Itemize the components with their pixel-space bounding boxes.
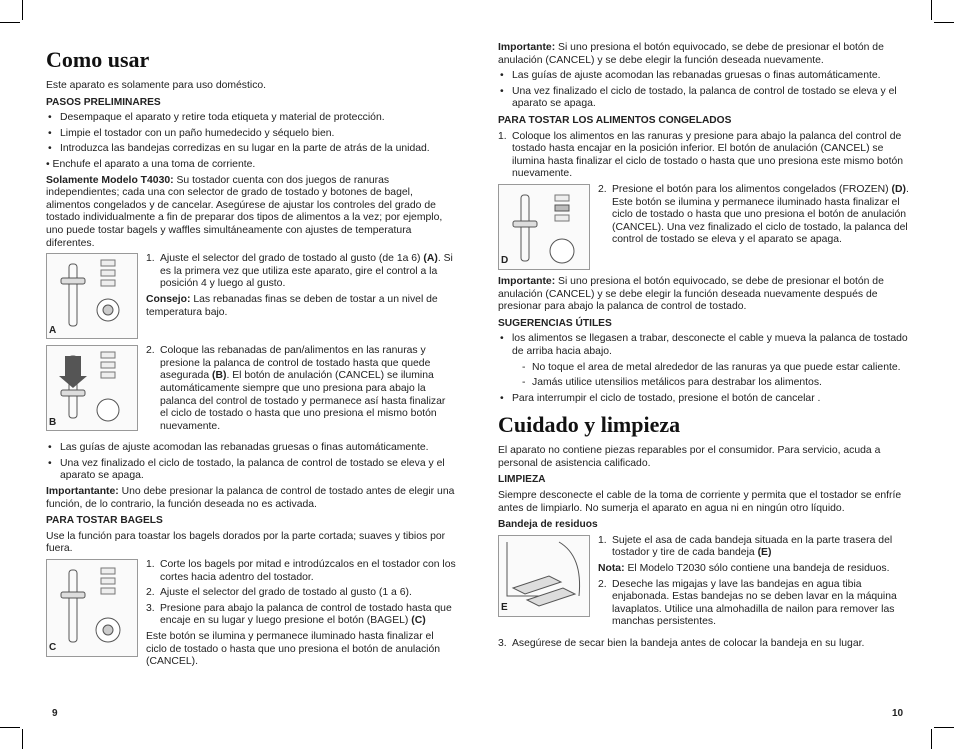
list-item: - No toque el area de metal alrededor de las ranuras ya que puede estar caliente. (518, 362, 910, 375)
step-text: Deseche las migajas y lave las bandejas en agua tibia enjabonada. Estas bandejas no se deben lavar en la máquina lavaplatos. Utilice una almohadilla de nailon para remover las manchas persistentes. (612, 578, 897, 628)
step-text: Corte los bagels por mitad e introdúzcalos en el tostador con los cortes hacia adentro del tostador. (160, 559, 456, 583)
important-paragraph (46, 486, 456, 511)
step-number: 2. (598, 578, 607, 590)
model-label: Solamente Modelo T4030: (46, 174, 174, 186)
care-intro: El aparato no contiene piezas reparables por el consumidor. Para servicio, acuda a personal de asistencia calificado. (498, 445, 881, 469)
step-text: Coloque las rebanadas de pan/alimentos en las ranuras y presione la palanca de control de tostado hasta que quede asegurada (160, 345, 431, 382)
toaster-lever-icon (47, 346, 137, 430)
toaster-illustration (46, 253, 138, 339)
figure-label: A (49, 324, 57, 336)
step-text: Coloque los alimentos en las ranuras y presione para abajo la palanca del control de tostado hasta encajar en la posición inferior. El botón de anulación (CANCEL) se ilumina hasta finalizar el ciclo de tostado o hasta que uno presiona este mismo botón nuevamente. (512, 130, 904, 180)
step-number: 1. (146, 559, 155, 571)
figure-label: C (49, 642, 57, 654)
tips-list (498, 333, 910, 358)
figure-row-e (498, 535, 910, 632)
step-text: . El botón de anulación (CANCEL) se ilumina automáticamente siempre que uno presiona para abajo la palanca del control de tostado y permanece así hasta finalizar el ciclo de tostado o hasta que uno presiona el mismo botón nuevamente. (160, 370, 446, 432)
figure-row-d (498, 184, 910, 270)
step-text: Presione para abajo la palanca de control de tostado hasta que encaje en su lugar y luego presione el botón (BAGEL) (160, 602, 452, 627)
list-item: • Limpie el tostador con un paño humedecido y séquelo bien. (46, 128, 456, 141)
list-item: • Una vez finalizado el ciclo de tostado, la palanca de control de tostado se eleva y el aparato se apaga. (46, 458, 456, 483)
plug-text: • Enchufe el aparato a una toma de corriente. (46, 158, 256, 170)
section-heading: PARA TOSTAR BAGELS (46, 515, 163, 527)
list-item: • Las guías de ajuste acomodan las rebanadas gruesas o finas automáticamente. (46, 442, 456, 455)
step-text: Ajuste el selector del grado de tostado al gusto (1 a 6). (160, 587, 412, 599)
important-paragraph (498, 276, 910, 314)
toaster-illustration (46, 559, 138, 657)
list-item: - Jamás utilice utensilios metálicos para destrabar los alimentos. (518, 377, 910, 390)
step-text: Asegúrese de secar bien la bandeja antes de colocar la bandeja en su lugar. (512, 638, 865, 649)
crop-mark (931, 729, 932, 749)
step-text: Sujete el asa de cada bandeja situada en la parte trasera del tostador y tire de cada bandeja (612, 534, 893, 559)
tip-label: Consejo: (146, 293, 191, 305)
toaster-frozen-icon (499, 185, 589, 269)
tip-text: Las rebanadas finas se deben de tostar a un nivel de temperatura bajo. (146, 293, 438, 318)
crop-mark (934, 22, 954, 23)
figure-ref: (C) (411, 615, 426, 627)
step-number: 2. (598, 183, 607, 195)
toaster-illustration (46, 345, 138, 431)
step-text: . Este botón se ilumina y permanece iluminado hasta finalizar el ciclo de tostado o hasta que uno presiona el botón de anulación (CANCEL). Una vez finalizado el ciclo de tostado, la palanca del control de tostado se eleva y el aparato se apaga. (612, 183, 909, 246)
figure-row-b (46, 345, 456, 436)
list-item: • Una vez finalizado el ciclo de tostado, la palanca de control de tostado se eleva y el aparato se apaga. (498, 86, 910, 111)
figure-label: D (501, 255, 509, 267)
bagel-intro: Use la función para toastar los bagels dorados por la parte cortada; suaves y tibios por fuera. (46, 530, 446, 555)
figure-label: B (49, 416, 57, 428)
step-text: Ajuste el selector del grado de tostado al gusto (de 1a 6) (160, 253, 424, 265)
guides-list (498, 70, 910, 111)
tips-list (498, 393, 910, 406)
step-number: 1. (598, 534, 607, 546)
left-page (46, 40, 456, 678)
step-text: Presione el botón para los alimentos congelados (FROZEN) (612, 183, 892, 195)
important-label: Importante: (498, 275, 556, 287)
model-text: Su tostador cuenta con dos juegos de ranuras independientes; cada una con selector de grado de tostado y botones de bagel, alimentos congelados y de cancelar. Asegúrese de ajustar los controles del grado de tostado individualmente a fin de preparar dos tipos de alimentos a la vez; por ejemplo, uno puede tostar bagels y waffles simultáneamente con ajustes de temperatura diferentes. (46, 174, 443, 249)
important-text: Si uno presiona el botón equivocado, se debe de presionar el botón de anulación (CANCEL) y se debe elegir la función deseada nuevamente. (498, 42, 884, 66)
crop-mark (934, 727, 954, 728)
figure-label: E (501, 602, 508, 614)
crop-mark (22, 729, 23, 749)
step-number: 1. (498, 130, 507, 142)
figure-text (598, 184, 910, 270)
section-heading: PARA TOSTAR LOS ALIMENTOS CONGELADOS (498, 114, 732, 126)
figure-ref: (D) (891, 183, 906, 195)
bagel-after: Este botón se ilumina y permanece iluminado hasta finalizar el ciclo de tostado o hasta que uno presiona el botón de anulación (CANCEL). (146, 631, 441, 668)
crop-mark (0, 22, 20, 23)
figure-row-c (46, 559, 456, 672)
important-text: Uno debe presionar la palanca de control de tostado antes de elegir una función, de lo contrario, la función deseada no es activada. (46, 486, 455, 510)
list-item: • Las guías de ajuste acomodan las rebanadas gruesas o finas automáticamente. (498, 70, 910, 83)
toaster-illustration (498, 184, 590, 270)
important-label: Importantante: (46, 486, 119, 498)
preliminary-list (46, 112, 456, 156)
figure-text (146, 345, 456, 436)
important-label: Importante: (498, 42, 556, 53)
figure-row-a (46, 253, 456, 339)
note-text: El Modelo T2030 sólo contiene una bandeja de residuos. (624, 563, 890, 575)
figure-text (598, 535, 910, 632)
toaster-illustration (498, 535, 590, 617)
section-title: Cuidado y limpieza (498, 412, 681, 438)
figure-ref: (E) (757, 547, 772, 559)
step-number: 2. (146, 587, 155, 599)
crop-mark (0, 727, 20, 728)
figure-ref: (A) (423, 253, 438, 265)
list-item: • los alimentos se llegasen a trabar, desconecte el cable y mueva la palanca de tostado de arriba hacia abajo. (498, 333, 910, 358)
page-title: Como usar (46, 47, 150, 72)
toaster-bagel-icon (47, 560, 137, 656)
step-number: 3. (146, 602, 155, 614)
step-text: . Si es la primera vez que utiliza este aparato, gire el control a la posición 4 y luego al gusto. (160, 253, 453, 290)
page-number: 9 (52, 708, 58, 719)
crop-mark (931, 0, 932, 20)
clean-text: Siempre desconecte el cable de la toma de corriente y permita que el tostador se enfríe antes de limpiarlo. No sumerja el aparato en agua ni en ningún otro líquido. (498, 490, 902, 514)
right-page (498, 42, 910, 654)
section-heading: Bandeja de residuos (498, 519, 598, 531)
section-heading: PASOS PRELIMINARES (46, 96, 161, 108)
figure-ref: (B) (212, 370, 227, 382)
bagel-steps (146, 559, 456, 628)
section-heading: LIMPIEZA (498, 474, 546, 486)
crumb-tray-icon (499, 536, 589, 616)
list-item: • Para interrumpir el ciclo de tostado, presione el botón de cancelar . (498, 393, 910, 406)
toaster-dial-icon (47, 254, 137, 338)
step-number: 3. (498, 638, 507, 649)
note-label: Nota: (598, 563, 625, 575)
step-number: 2. (146, 345, 155, 357)
important-text: Si uno presiona el botón equivocado, se debe de presionar el botón de anulación (CANCEL) y se debe elegir la función deseada nuevamente después de presionar para abajo la palanca de control de tostado. (498, 275, 884, 313)
step-number: 1. (146, 253, 155, 265)
figure-text (146, 559, 456, 672)
intro-text: Este aparato es solamente para uso doméstico. (46, 80, 267, 91)
model-paragraph (46, 175, 456, 251)
important-paragraph (498, 42, 910, 67)
page-number: 10 (892, 708, 904, 719)
guides-list (46, 442, 456, 483)
list-item: • Introduzca las bandejas corredizas en su lugar en la parte de atrás de la unidad. (46, 143, 456, 156)
list-item: • Desempaque el aparato y retire toda etiqueta y material de protección. (46, 112, 456, 125)
section-heading: SUGERENCIAS ÚTILES (498, 317, 612, 329)
figure-text (146, 253, 456, 339)
tips-sublist (518, 362, 910, 390)
crop-mark (22, 0, 23, 20)
